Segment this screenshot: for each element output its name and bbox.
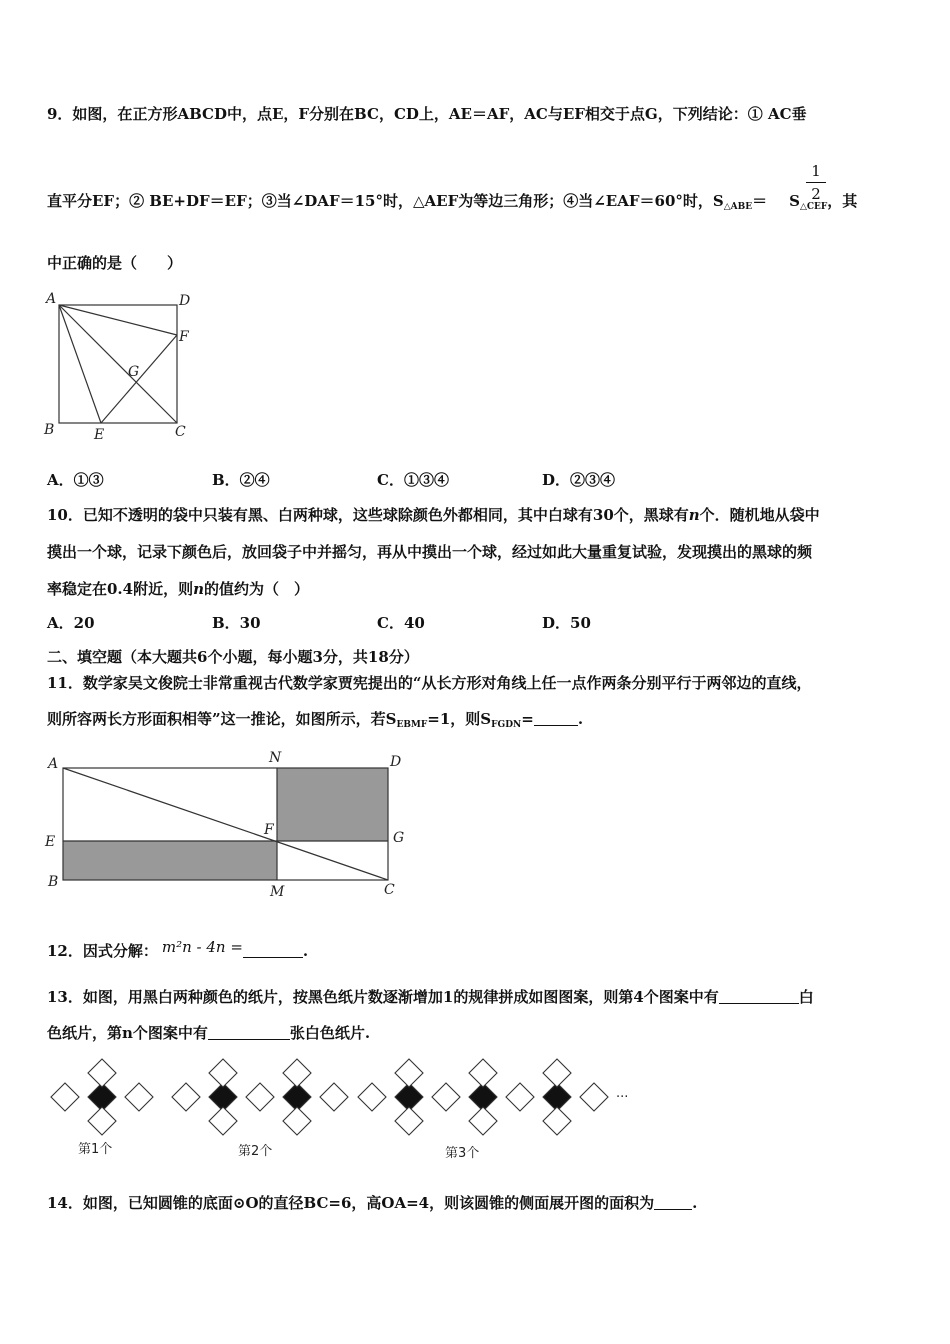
label-b: B [48, 874, 59, 890]
q13-answer-blank-2[interactable] [208, 1025, 290, 1040]
q11-sub-ebmf: EBMF [396, 720, 428, 730]
white-diamond-top-p1 [88, 1059, 116, 1087]
label-d: D [179, 293, 191, 309]
q14-answer-blank[interactable] [654, 1195, 692, 1210]
q10-line1 [47, 504, 820, 525]
q9-line2-end: ，其 [827, 192, 858, 210]
q13-line2-end: 张白色纸片. [289, 1024, 371, 1042]
white-diamond-bottom-p3 [543, 1107, 571, 1135]
q9-frac-den: 2 [811, 185, 821, 203]
q10-option-d: D．50 [542, 614, 591, 632]
white-diamond-left-p2 [246, 1083, 274, 1111]
q14-text: 14．如图，已知圆锥的底面⊙O的直径BC=6，高OA=4，则该圆锥的侧面展开图的面积为 [47, 1194, 655, 1212]
q9-square-figure [40, 288, 200, 448]
q10-line1-text: 10．已知不透明的袋中只装有黑、白两种球，这些球除颜色外都相同，其中白球有30个，黑球有 [47, 506, 689, 524]
q9-line1: 9．如图，在正方形ABCD中，点E，F分别在BC，CD上，AE＝AF，AC与EF相交于点G，下列结论：① AC垂 [47, 105, 807, 123]
white-diamond-left-p3 [506, 1083, 534, 1111]
white-diamond-bottom-p2 [209, 1107, 237, 1135]
q11-line2-eq: = [521, 710, 534, 728]
q13-line1-end: 白 [798, 988, 814, 1006]
q9-sub-cef: △CEF [799, 202, 828, 212]
q9-s2: S [789, 192, 800, 210]
q13-answer-blank-1[interactable] [719, 989, 799, 1004]
q13-line2 [47, 1022, 370, 1043]
q10-n1: n [688, 506, 700, 524]
segment-ae [59, 305, 101, 423]
label-b: B [44, 422, 55, 438]
q14-line [47, 1192, 697, 1213]
q13-line1-text: 13．如图，用黑白两种颜色的纸片，按黑色纸片数逐渐增加1的规律拼成如图图案，则第4个图案中有 [47, 988, 719, 1006]
q10-line3-text: 率稳定在0.4附近，则 [47, 580, 194, 598]
q12-answer-blank[interactable] [243, 943, 303, 958]
q11-line2-end: . [577, 710, 584, 728]
q9-line2 [47, 190, 857, 212]
white-diamond-bottom-p1 [88, 1107, 116, 1135]
q13-line1 [47, 986, 814, 1007]
q10-line3-end: 的值约为（ ） [204, 580, 310, 598]
white-diamond-bottom-p3 [469, 1107, 497, 1135]
caption-pattern-2: 第2个 [238, 1144, 273, 1159]
section-fill-in-heading: 二、填空题（本大题共6个小题，每小题3分，共18分） [47, 648, 419, 666]
q12-end: . [302, 942, 309, 960]
white-diamond-top-p3 [543, 1059, 571, 1087]
q9-option-b: B．②④ [212, 471, 270, 489]
q11-answer-blank[interactable] [534, 711, 578, 726]
q11-line2 [47, 708, 583, 730]
white-diamond-top-p3 [469, 1059, 497, 1087]
q10-n2: n [193, 580, 205, 598]
white-diamond-left-p3 [432, 1083, 460, 1111]
q9-option-d: D．②③④ [542, 471, 616, 489]
label-m: M [270, 884, 285, 898]
q10-option-b: B．30 [212, 614, 261, 632]
label-n: N [269, 750, 282, 766]
segment-af [59, 305, 177, 335]
q11-line2-mid: =1，则S [427, 710, 492, 728]
white-diamond-right-p2 [320, 1083, 348, 1111]
q9-sub-abe: △ABE [723, 202, 753, 212]
q9-eq: ＝ [752, 192, 768, 210]
q11-sub-fgdn: FGDN [491, 720, 522, 730]
label-a: A [48, 756, 59, 772]
q9-line2-text: 直平分EF；② BE+DF＝EF；③当∠DAF＝15°时，△AEF为等边三角形；④当∠EAF＝60°时，S [47, 192, 724, 210]
q9-line3: 中正确的是（ ） [47, 254, 183, 272]
white-diamond-bottom-p2 [283, 1107, 311, 1135]
rect-fgdn [277, 768, 388, 841]
segment-ac [59, 305, 177, 423]
q10-line2: 摸出一个球，记录下颜色后，放回袋子中并摇匀，再从中摸出一个球，经过如此大量重复试验，发现摸出的黑球的频 [47, 543, 813, 561]
white-diamond-top-p2 [209, 1059, 237, 1087]
q12-line [47, 938, 308, 961]
rect-ebmf [63, 841, 277, 880]
label-f: F [264, 822, 274, 838]
white-diamond-right-p3 [580, 1083, 608, 1111]
label-d: D [390, 754, 402, 770]
q12-prefix: 12．因式分解： [47, 942, 158, 960]
q9-option-a: A．①③ [47, 471, 104, 489]
label-e: E [94, 427, 105, 443]
q10-line1-end: 个．随机地从袋中 [699, 506, 820, 524]
white-diamond-top-p2 [283, 1059, 311, 1087]
label-a: A [46, 291, 57, 307]
white-diamond-bottom-p3 [395, 1107, 423, 1135]
pattern-ellipsis: ... [616, 1086, 629, 1101]
label-c: C [175, 424, 186, 440]
q11-line2-text: 则所容两长方形面积相等”这一推论，如图所示，若S [47, 710, 397, 728]
q10-option-a: A．20 [47, 614, 95, 632]
q13-line2-text: 色纸片，第n个图案中有 [47, 1024, 208, 1042]
q9-option-c: C．①③④ [377, 471, 449, 489]
label-f: F [179, 329, 189, 345]
white-diamond-right-p1 [125, 1083, 153, 1111]
label-c: C [384, 882, 395, 898]
q11-line1: 11．数学家吴文俊院士非常重视古代数学家贾宪提出的“从长方形对角线上任一点作两条分别平行于两邻边的直线， [47, 674, 812, 692]
caption-pattern-3: 第3个 [445, 1146, 480, 1161]
label-g: G [393, 830, 405, 846]
q9-frac-num: 1 [811, 162, 821, 180]
white-diamond-top-p3 [395, 1059, 423, 1087]
q14-end: . [692, 1194, 698, 1212]
q10-option-c: C．40 [377, 614, 425, 632]
white-diamond-left-p3 [358, 1083, 386, 1111]
white-diamond-left-p1 [51, 1083, 79, 1111]
q12-expression: m²n - 4n = [161, 938, 243, 956]
caption-pattern-1: 第1个 [78, 1142, 113, 1157]
q11-rectangle-figure [40, 748, 420, 898]
white-diamond-left-p2 [172, 1083, 200, 1111]
label-g: G [128, 364, 140, 380]
q10-line3 [47, 578, 309, 599]
q13-pattern-figure [40, 1055, 660, 1170]
label-e: E [45, 834, 56, 850]
